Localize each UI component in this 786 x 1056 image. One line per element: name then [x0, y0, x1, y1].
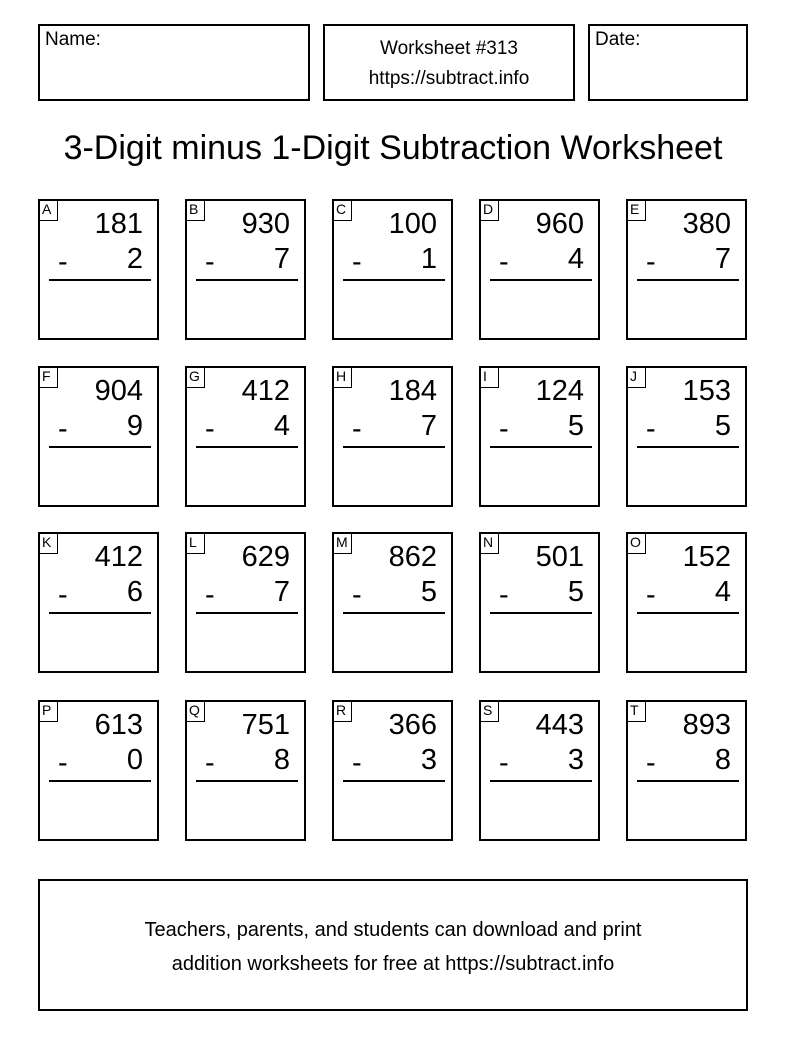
problem-card	[38, 199, 159, 340]
subtrahend: 3	[567, 744, 584, 776]
problem-card	[479, 366, 600, 507]
minuend: 960	[535, 208, 584, 240]
problem-card	[38, 366, 159, 507]
minus-sign: -	[352, 413, 362, 445]
problem-label: O	[626, 532, 646, 554]
answer-line	[196, 279, 298, 281]
problem-card	[479, 199, 600, 340]
minus-sign: -	[646, 579, 656, 611]
worksheet-url: https://subtract.info	[368, 68, 530, 89]
subtrahend: 1	[420, 243, 437, 275]
problem-label: M	[332, 532, 352, 554]
worksheet-number: Worksheet #313	[379, 38, 518, 59]
answer-line	[49, 279, 151, 281]
subtrahend: 4	[714, 576, 731, 608]
footer-box	[38, 879, 748, 1011]
minus-sign: -	[205, 747, 215, 779]
minuend: 380	[682, 208, 731, 240]
subtrahend: 7	[273, 243, 290, 275]
answer-line	[343, 612, 445, 614]
problem-card	[185, 532, 306, 673]
subtrahend: 5	[714, 410, 731, 442]
problem-label: P	[38, 700, 58, 722]
answer-line	[490, 612, 592, 614]
answer-line	[49, 446, 151, 448]
subtrahend: 0	[126, 744, 143, 776]
problem-label: S	[479, 700, 499, 722]
problem-card	[626, 700, 747, 841]
minus-sign: -	[352, 579, 362, 611]
answer-line	[490, 780, 592, 782]
answer-line	[49, 612, 151, 614]
problem-label: B	[185, 199, 205, 221]
answer-line	[196, 446, 298, 448]
problem-label: F	[38, 366, 58, 388]
problem-label: N	[479, 532, 499, 554]
problem-card	[185, 700, 306, 841]
minuend: 893	[682, 709, 731, 741]
minus-sign: -	[205, 413, 215, 445]
subtrahend: 4	[567, 243, 584, 275]
answer-line	[196, 612, 298, 614]
minuend: 124	[535, 375, 584, 407]
minuend: 412	[241, 375, 290, 407]
problem-label: L	[185, 532, 205, 554]
problem-label: R	[332, 700, 352, 722]
problem-label: Q	[185, 700, 205, 722]
problem-label: I	[479, 366, 499, 388]
problem-card	[332, 366, 453, 507]
minuend: 152	[682, 541, 731, 573]
minuend: 181	[94, 208, 143, 240]
problem-card	[38, 700, 159, 841]
minuend: 930	[241, 208, 290, 240]
minus-sign: -	[646, 413, 656, 445]
minus-sign: -	[205, 246, 215, 278]
problem-card	[479, 532, 600, 673]
minuend: 443	[535, 709, 584, 741]
problem-card	[332, 199, 453, 340]
problem-label: C	[332, 199, 352, 221]
problem-card	[332, 532, 453, 673]
answer-line	[343, 279, 445, 281]
minuend: 904	[94, 375, 143, 407]
subtrahend: 7	[273, 576, 290, 608]
minus-sign: -	[58, 413, 68, 445]
problem-card	[185, 366, 306, 507]
answer-line	[490, 446, 592, 448]
minus-sign: -	[499, 413, 509, 445]
minuend: 751	[241, 709, 290, 741]
answer-line	[490, 279, 592, 281]
subtrahend: 5	[567, 576, 584, 608]
minus-sign: -	[499, 747, 509, 779]
problem-card	[185, 199, 306, 340]
minuend: 501	[535, 541, 584, 573]
problem-card	[626, 366, 747, 507]
subtrahend: 5	[420, 576, 437, 608]
minus-sign: -	[352, 747, 362, 779]
minuend: 153	[682, 375, 731, 407]
answer-line	[343, 780, 445, 782]
minuend: 366	[388, 709, 437, 741]
problem-label: T	[626, 700, 646, 722]
subtrahend: 6	[126, 576, 143, 608]
subtrahend: 8	[714, 744, 731, 776]
footer-line-2: addition worksheets for free at https://subtract.info	[171, 953, 615, 975]
problem-label: D	[479, 199, 499, 221]
date-label: Date:	[595, 29, 641, 50]
answer-line	[637, 612, 739, 614]
problem-card	[332, 700, 453, 841]
footer-line-1: Teachers, parents, and students can download and print	[144, 919, 642, 941]
page-title: 3-Digit minus 1-Digit Subtraction Worksheet	[63, 129, 723, 167]
problem-label: A	[38, 199, 58, 221]
minus-sign: -	[499, 246, 509, 278]
minuend: 100	[388, 208, 437, 240]
minus-sign: -	[205, 579, 215, 611]
minus-sign: -	[58, 747, 68, 779]
problem-card	[479, 700, 600, 841]
minus-sign: -	[58, 246, 68, 278]
subtrahend: 7	[714, 243, 731, 275]
minus-sign: -	[58, 579, 68, 611]
subtrahend: 8	[273, 744, 290, 776]
problem-card	[38, 532, 159, 673]
minus-sign: -	[352, 246, 362, 278]
minuend: 184	[388, 375, 437, 407]
minus-sign: -	[646, 747, 656, 779]
answer-line	[196, 780, 298, 782]
minuend: 629	[241, 541, 290, 573]
minuend: 613	[94, 709, 143, 741]
problem-label: G	[185, 366, 205, 388]
problem-label: J	[626, 366, 646, 388]
subtrahend: 5	[567, 410, 584, 442]
answer-line	[343, 446, 445, 448]
problem-label: H	[332, 366, 352, 388]
answer-line	[637, 446, 739, 448]
minuend: 862	[388, 541, 437, 573]
name-label: Name:	[45, 29, 101, 50]
answer-line	[49, 780, 151, 782]
subtrahend: 3	[420, 744, 437, 776]
minus-sign: -	[646, 246, 656, 278]
subtrahend: 2	[126, 243, 143, 275]
problem-label: K	[38, 532, 58, 554]
answer-line	[637, 279, 739, 281]
subtrahend: 9	[126, 410, 143, 442]
subtrahend: 7	[420, 410, 437, 442]
minuend: 412	[94, 541, 143, 573]
problem-label: E	[626, 199, 646, 221]
answer-line	[637, 780, 739, 782]
subtrahend: 4	[273, 410, 290, 442]
problem-card	[626, 532, 747, 673]
problem-card	[626, 199, 747, 340]
minus-sign: -	[499, 579, 509, 611]
